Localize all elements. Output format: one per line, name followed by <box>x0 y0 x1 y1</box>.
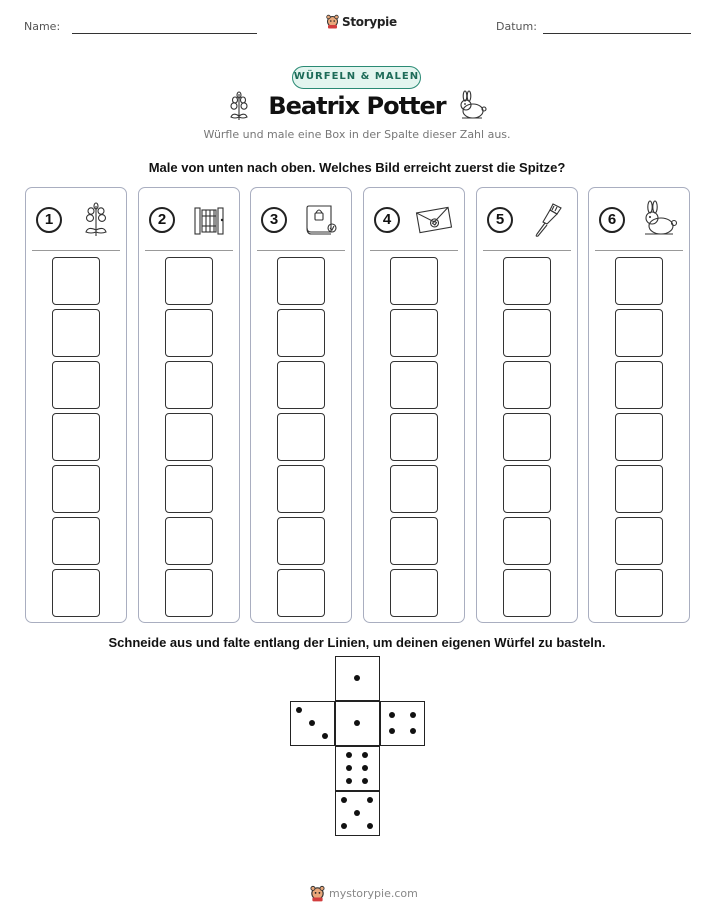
foxglove-flower-icon <box>76 200 116 240</box>
coloring-box[interactable] <box>165 465 213 513</box>
coloring-box[interactable] <box>277 361 325 409</box>
dice-column-3 <box>250 187 352 623</box>
die-pip <box>389 712 395 718</box>
coloring-box[interactable] <box>615 413 663 461</box>
column-number: 6 <box>599 207 625 233</box>
column-number: 3 <box>261 207 287 233</box>
die-pip <box>410 728 416 734</box>
dice-column-5 <box>476 187 578 623</box>
die-pip <box>362 765 368 771</box>
coloring-box[interactable] <box>615 257 663 305</box>
coloring-box[interactable] <box>52 361 100 409</box>
name-label: Name: <box>24 20 61 33</box>
coloring-box[interactable] <box>615 517 663 565</box>
column-header <box>139 188 239 250</box>
coloring-box[interactable] <box>52 517 100 565</box>
die-pip <box>322 733 328 739</box>
coloring-box[interactable] <box>390 361 438 409</box>
coloring-box[interactable] <box>390 465 438 513</box>
coloring-box[interactable] <box>390 517 438 565</box>
column-number: 2 <box>149 207 175 233</box>
coloring-box[interactable] <box>390 569 438 617</box>
coloring-box[interactable] <box>165 309 213 357</box>
coloring-box[interactable] <box>165 413 213 461</box>
brand-logo <box>326 14 397 29</box>
column-divider <box>257 250 345 251</box>
envelope-letter-icon <box>414 200 454 240</box>
coloring-box[interactable] <box>277 309 325 357</box>
dice-column-1 <box>25 187 127 623</box>
column-divider <box>145 250 233 251</box>
die-face-4 <box>380 701 425 746</box>
die-face-1 <box>335 656 380 701</box>
coloring-box[interactable] <box>52 569 100 617</box>
die-face-3 <box>290 701 335 746</box>
coloring-box[interactable] <box>503 517 551 565</box>
storybook-icon <box>301 200 341 240</box>
coloring-box[interactable] <box>277 517 325 565</box>
die-pip <box>346 765 352 771</box>
column-divider <box>595 250 683 251</box>
category-badge: WÜRFELN & MALEN <box>292 66 421 89</box>
instruction-coloring: Male von unten nach oben. Welches Bild erreicht zuerst die Spitze? <box>148 160 566 175</box>
column-header <box>364 188 464 250</box>
die-pip <box>346 752 352 758</box>
page-title: Beatrix Potter <box>268 92 446 120</box>
column-number: 5 <box>487 207 513 233</box>
coloring-box[interactable] <box>52 257 100 305</box>
die-face-1 <box>335 701 380 746</box>
coloring-box[interactable] <box>503 309 551 357</box>
name-line[interactable] <box>72 33 257 34</box>
coloring-box[interactable] <box>615 569 663 617</box>
brand-name: Storypie <box>342 14 397 29</box>
coloring-box[interactable] <box>52 309 100 357</box>
die-pip <box>354 720 360 726</box>
coloring-box[interactable] <box>165 517 213 565</box>
coloring-box[interactable] <box>52 413 100 461</box>
die-pip <box>341 823 347 829</box>
column-divider <box>483 250 571 251</box>
coloring-box[interactable] <box>390 257 438 305</box>
die-pip <box>341 797 347 803</box>
date-line[interactable] <box>543 33 691 34</box>
coloring-box[interactable] <box>615 361 663 409</box>
die-pip <box>346 778 352 784</box>
footer-url[interactable]: mystorypie.com <box>329 887 418 900</box>
coloring-box[interactable] <box>503 465 551 513</box>
coloring-box[interactable] <box>277 257 325 305</box>
column-number: 1 <box>36 207 62 233</box>
rabbit-title-icon <box>456 90 488 122</box>
die-pip <box>367 797 373 803</box>
coloring-box[interactable] <box>503 413 551 461</box>
coloring-box[interactable] <box>390 309 438 357</box>
die-pip <box>410 712 416 718</box>
column-divider <box>370 250 458 251</box>
footer <box>310 885 418 902</box>
column-number: 4 <box>374 207 400 233</box>
date-label: Datum: <box>496 20 537 33</box>
paintbrush-icon <box>527 200 567 240</box>
coloring-box[interactable] <box>503 361 551 409</box>
coloring-box[interactable] <box>390 413 438 461</box>
die-pip <box>354 675 360 681</box>
dice-column-2 <box>138 187 240 623</box>
die-pip <box>296 707 302 713</box>
coloring-box[interactable] <box>277 413 325 461</box>
die-face-6 <box>335 746 380 791</box>
column-header <box>589 188 689 250</box>
die-pip <box>354 810 360 816</box>
coloring-box[interactable] <box>165 569 213 617</box>
instruction-cutout: Schneide aus und falte entlang der Linien, um deinen eigenen Würfel zu basteln. <box>108 635 606 650</box>
garden-gate-icon <box>189 200 229 240</box>
die-pip <box>362 778 368 784</box>
coloring-box[interactable] <box>52 465 100 513</box>
coloring-box[interactable] <box>503 569 551 617</box>
column-divider <box>32 250 120 251</box>
coloring-box[interactable] <box>277 569 325 617</box>
coloring-box[interactable] <box>503 257 551 305</box>
storypie-bear-icon <box>326 14 339 29</box>
coloring-box[interactable] <box>615 309 663 357</box>
coloring-box[interactable] <box>615 465 663 513</box>
dice-column-4 <box>363 187 465 623</box>
coloring-box[interactable] <box>277 465 325 513</box>
die-pip <box>367 823 373 829</box>
column-header <box>26 188 126 250</box>
rabbit-icon <box>639 200 679 240</box>
die-pip <box>309 720 315 726</box>
dice-column-6 <box>588 187 690 623</box>
column-header <box>251 188 351 250</box>
die-pip <box>389 728 395 734</box>
coloring-box[interactable] <box>165 257 213 305</box>
die-pip <box>362 752 368 758</box>
page-subtitle: Würfle und male eine Box in der Spalte dieser Zahl aus. <box>203 128 511 141</box>
coloring-box[interactable] <box>165 361 213 409</box>
storypie-bear-icon <box>310 885 325 902</box>
column-header <box>477 188 577 250</box>
die-face-5 <box>335 791 380 836</box>
